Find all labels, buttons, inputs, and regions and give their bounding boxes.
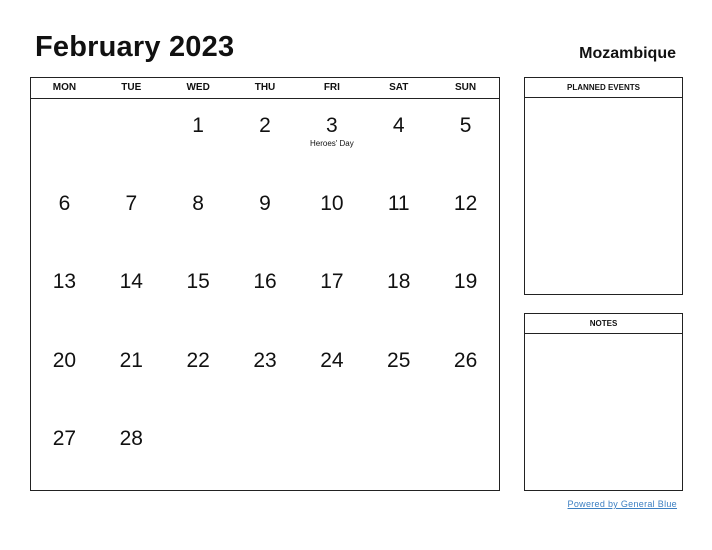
weekday-label: FRI xyxy=(323,82,340,93)
day-number: 9 xyxy=(259,192,271,216)
calendar-week-row xyxy=(31,334,499,412)
planned-events-header: PLANNED EVENTS xyxy=(525,78,682,98)
day-number: 5 xyxy=(459,114,472,137)
day-number: 4 xyxy=(392,114,405,137)
day-number: 17 xyxy=(320,270,344,294)
notes-header: NOTES xyxy=(525,314,682,334)
calendar-weeks xyxy=(31,99,499,490)
day-number: 27 xyxy=(52,426,77,450)
calendar-day-cell xyxy=(298,255,365,333)
day-number: 22 xyxy=(186,348,210,372)
calendar-day-cell xyxy=(165,255,232,333)
weekday-label: MON xyxy=(52,82,77,93)
calendar-day-cell xyxy=(432,177,499,255)
calendar-day-cell xyxy=(365,255,432,333)
calendar-day-cell xyxy=(365,334,432,412)
calendar-day-cell xyxy=(232,334,299,412)
calendar-day-cell xyxy=(31,177,98,255)
calendar-day-cell xyxy=(31,334,98,412)
weekday-header-row xyxy=(31,78,499,99)
calendar-day-cell xyxy=(298,334,365,412)
weekday-label: SAT xyxy=(389,82,409,93)
day-number: 11 xyxy=(387,192,410,216)
calendar-day-cell xyxy=(31,412,98,490)
calendar-day-cell xyxy=(232,99,299,177)
weekday-label: WED xyxy=(186,82,210,93)
calendar-day-cell xyxy=(232,177,299,255)
day-number: 10 xyxy=(320,192,344,216)
day-number: 16 xyxy=(253,270,277,294)
notes-panel xyxy=(524,313,683,491)
day-number: 8 xyxy=(192,192,204,216)
powered-by-link[interactable]: Powered by General Blue xyxy=(567,499,677,509)
day-number: 2 xyxy=(259,114,271,137)
day-number: 18 xyxy=(387,270,411,294)
day-number: 15 xyxy=(186,270,210,294)
holiday-label: Heroes' Day xyxy=(309,139,354,148)
day-number: 13 xyxy=(52,270,77,294)
calendar-day-cell xyxy=(365,99,432,177)
calendar-empty-cell xyxy=(365,412,432,490)
day-number: 25 xyxy=(387,348,411,372)
page-title: February 2023 xyxy=(35,31,235,63)
day-number: 1 xyxy=(192,114,204,137)
calendar-empty-cell xyxy=(98,99,165,177)
day-number: 14 xyxy=(119,270,143,294)
calendar-week-row xyxy=(31,177,499,255)
day-number: 6 xyxy=(58,192,71,216)
calendar-week-row xyxy=(31,255,499,333)
calendar-day-cell xyxy=(98,412,165,490)
country-label: Mozambique xyxy=(579,45,676,62)
day-number: 20 xyxy=(52,348,77,372)
day-number: 3 xyxy=(326,114,338,137)
calendar-grid xyxy=(30,77,500,491)
day-number: 7 xyxy=(125,192,138,216)
calendar-day-cell xyxy=(298,177,365,255)
weekday-label: TUE xyxy=(121,82,142,93)
calendar-day-cell xyxy=(98,255,165,333)
calendar-day-cell xyxy=(298,99,365,177)
calendar-day-cell xyxy=(98,334,165,412)
calendar-day-cell xyxy=(165,177,232,255)
planned-events-panel xyxy=(524,77,683,295)
calendar-week-row xyxy=(31,99,499,177)
calendar-day-cell xyxy=(98,177,165,255)
calendar-day-cell xyxy=(165,334,232,412)
weekday-label: THU xyxy=(254,82,276,93)
day-number: 12 xyxy=(453,192,478,216)
weekday-label: SUN xyxy=(455,82,477,93)
calendar-empty-cell xyxy=(432,412,499,490)
calendar-day-cell xyxy=(165,99,232,177)
calendar-day-cell xyxy=(432,99,499,177)
calendar-day-cell xyxy=(31,255,98,333)
day-number: 23 xyxy=(253,348,277,372)
calendar-day-cell xyxy=(432,334,499,412)
day-number: 24 xyxy=(320,348,344,372)
calendar-empty-cell xyxy=(232,412,299,490)
calendar-empty-cell xyxy=(165,412,232,490)
calendar-day-cell xyxy=(232,255,299,333)
calendar-day-cell xyxy=(432,255,499,333)
calendar-week-row xyxy=(31,412,499,490)
day-number: 19 xyxy=(453,270,478,294)
calendar-empty-cell xyxy=(298,412,365,490)
day-number: 26 xyxy=(453,348,478,372)
calendar-day-cell xyxy=(365,177,432,255)
day-number: 21 xyxy=(119,348,143,372)
calendar-empty-cell xyxy=(31,99,98,177)
day-number: 28 xyxy=(119,426,143,450)
